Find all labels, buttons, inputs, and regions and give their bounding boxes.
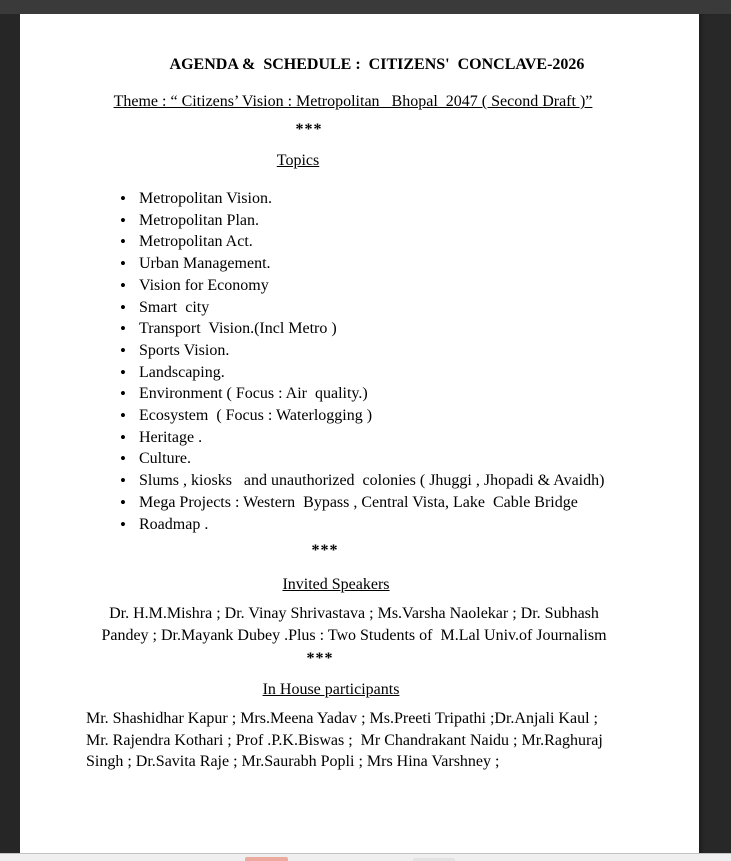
separator-asterisks: *** [295, 121, 323, 138]
topics-list [86, 188, 632, 535]
in-house-participants-line: Mr. Shashidhar Kapur ; Mrs.Meena Yadav ; Ms.Preeti Tripathi ;Dr.Anjali Kaul ; [86, 709, 598, 727]
viewer-top-bar [0, 0, 731, 14]
topic-item: • Mega Projects : Western Bypass , Central Vista, Lake Cable Bridge [86, 492, 632, 514]
in-house-participants-line: Singh ; Dr.Savita Raje ; Mr.Saurabh Popli ; Mrs Hina Varshney ; [86, 753, 500, 771]
topic-item: • Heritage . [86, 427, 632, 449]
separator-asterisks: *** [306, 649, 334, 667]
topic-item: • Transport Vision.(Incl Metro ) [86, 318, 632, 340]
topics-heading: Topics [276, 152, 320, 169]
invited-speakers-line: Dr. H.M.Mishra ; Dr. Vinay Shrivastava ; Ms.Varsha Naolekar ; Dr. Subhash [109, 605, 599, 623]
document-title: AGENDA & SCHEDULE : CITIZENS' CONCLAVE-2026 [169, 56, 585, 73]
in-house-participants-text [86, 708, 632, 773]
topic-item: • Sports Vision. [86, 340, 632, 362]
topic-item: • Ecosystem ( Focus : Waterlogging ) [86, 405, 632, 427]
topic-item: • Metropolitan Vision. [86, 188, 632, 210]
topic-item: • Vision for Economy [86, 275, 632, 297]
bottom-bar-active-item[interactable] [245, 857, 288, 861]
topic-item: • Landscaping. [86, 362, 632, 384]
invited-speakers-text [81, 603, 627, 647]
document-theme-line: Theme : “ Citizens’ Vision : Metropolitan Bhopal 2047 ( Second Draft )” [113, 93, 593, 110]
separator-asterisks: *** [311, 542, 339, 560]
in-house-participants-heading: In House participants [262, 680, 400, 698]
topic-item: • Metropolitan Act. [86, 231, 632, 253]
topic-item: • Urban Management. [86, 253, 632, 275]
left-gutter [0, 14, 20, 853]
topic-item: • Roadmap . [86, 514, 632, 536]
topic-item: • Slums , kiosks and unauthorized colonies ( Jhuggi , Jhopadi & Avaidh) [86, 470, 632, 492]
topic-item: • Metropolitan Plan. [86, 210, 632, 232]
viewer-workspace [0, 14, 731, 853]
document-page [20, 14, 699, 853]
invited-speakers-line: Pandey ; Dr.Mayank Dubey .Plus : Two Students of M.Lal Univ.of Journalism [101, 627, 607, 645]
topic-item: • Culture. [86, 448, 632, 470]
in-house-participants-line: Mr. Rajendra Kothari ; Prof .P.K.Biswas ; Mr Chandrakant Naidu ; Mr.Raghuraj [86, 731, 603, 749]
topic-item: • Environment ( Focus : Air quality.) [86, 383, 632, 405]
bottom-bar [0, 853, 731, 861]
invited-speakers-heading: Invited Speakers [282, 576, 390, 594]
topic-item: • Smart city [86, 297, 632, 319]
right-gutter [699, 14, 731, 853]
